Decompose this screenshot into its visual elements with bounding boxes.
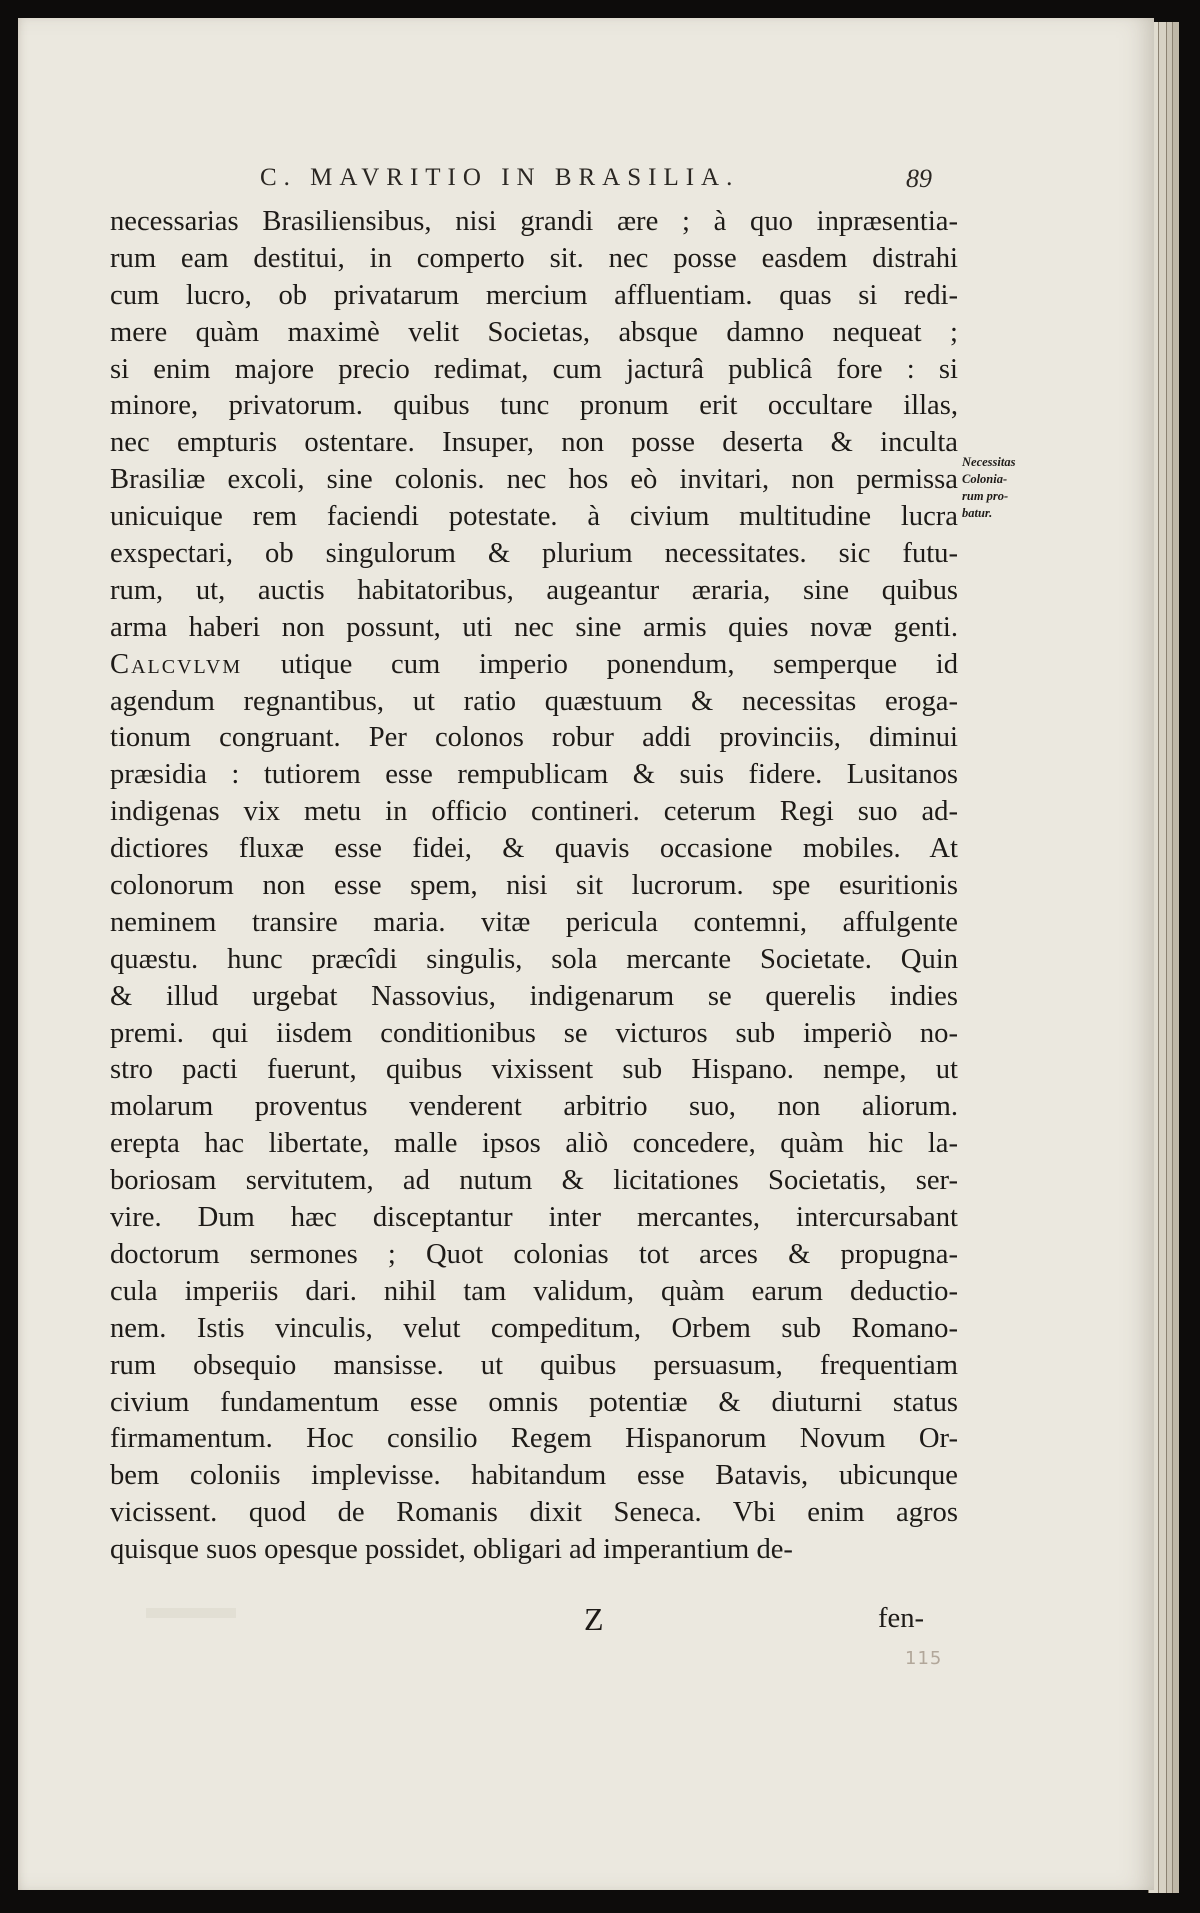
text-line: tionum congruant. Per colonos robur addi provinciis, diminui	[110, 722, 958, 754]
text-line: præsidia : tutiorem esse rempublicam & suis fidere. Lusitanos	[110, 759, 958, 791]
signature-mark: Z	[584, 1601, 604, 1637]
text-line: cum lucro, ob privatarum mercium affluentiam. quas si redi-	[110, 279, 958, 311]
body-text	[110, 204, 958, 1639]
marginal-note-line: batur.	[962, 506, 993, 520]
text-line: quisque suos opesque possidet, obligari ad imperantium de-	[110, 1534, 793, 1566]
text-line: neminem transire maria. vitæ pericula contemni, affulgente	[110, 906, 958, 938]
text-line: indigenas vix metu in officio contineri. ceterum Regi suo ad-	[110, 796, 958, 828]
running-head-title: C. MAVRITIO IN BRASILIA.	[260, 164, 740, 191]
text-line: bem coloniis implevisse. habitandum esse Batavis, ubicunque	[110, 1460, 958, 1492]
marginal-note	[962, 454, 1030, 522]
text-line: boriosam servitutem, ad nutum & licitationes Societatis, ser-	[110, 1165, 958, 1197]
text-line: & illud urgebat Nassovius, indigenarum se querelis indies	[110, 980, 958, 1012]
marginal-note-line: Necessitas	[962, 455, 1016, 469]
text-line: minore, privatorum. quibus tunc pronum erit occultare illas,	[110, 390, 958, 422]
text-line: mere quàm maximè velit Societas, absque damno nequeat ;	[110, 316, 958, 348]
text-line: stro pacti fuerunt, quibus vixissent sub Hispano. nempe, ut	[110, 1054, 958, 1086]
text-line: premi. qui iisdem conditionibus se victuros sub imperiò no-	[110, 1017, 958, 1049]
text-line: arma haberi non possunt, uti nec sine armis quies novæ genti.	[110, 611, 958, 643]
text-line: vire. Dum hæc disceptantur inter mercantes, intercursabant	[110, 1202, 958, 1234]
marginal-note-line: rum pro-	[962, 489, 1009, 503]
text-line: molarum proventus venderent arbitrio suo, non aliorum.	[110, 1091, 958, 1123]
text-line: nec empturis ostentare. Insuper, non posse deserta & inculta	[110, 427, 958, 459]
text-line: nem. Istis vinculis, velut compeditum, Orbem sub Romano-	[110, 1312, 958, 1344]
text-line: rum eam destitui, in comperto sit. nec posse easdem distrahi	[110, 242, 958, 274]
text-line: exspectari, ob singulorum & plurium necessitates. sic futu-	[110, 538, 958, 570]
text-line: necessarias Brasiliensibus, nisi grandi ære ; à quo inpræsentia-	[110, 206, 958, 237]
text-line: quæstu. hunc præcîdi singulis, sola mercante Societate. Quin	[110, 943, 958, 975]
text-line: vicissent. quod de Romanis dixit Seneca. Vbi enim agros	[110, 1497, 958, 1529]
text-line: dictiores fluxæ esse fidei, & quavis occasione mobiles. At	[110, 833, 958, 865]
text-line: rum obsequio mansisse. ut quibus persuasum, frequentiam	[110, 1349, 958, 1381]
text-line: agendum regnantibus, ut ratio quæstuum & necessitas eroga-	[110, 685, 958, 717]
small-caps-lead: Calcvlvm	[110, 648, 243, 680]
text-line: civium fundamentum esse omnis potentiæ & diuturni status	[110, 1386, 958, 1418]
text-line: unicuique rem faciendi potestate. à civium multitudine lucra	[110, 501, 958, 533]
pencil-folio-number: 115	[905, 1648, 943, 1669]
page-number: 89	[906, 164, 932, 193]
running-head	[250, 158, 940, 198]
text-line-rest: utique cum imperio ponendum, semperque id	[280, 648, 958, 680]
marginal-note-line: Colonia-	[962, 472, 1008, 486]
text-line: si enim majore precio redimat, cum jacturâ publicâ fore : si	[110, 353, 958, 385]
faint-mark	[146, 1608, 236, 1618]
text-line: colonorum non esse spem, nisi sit lucrorum. spe esuritionis	[110, 870, 958, 902]
page-edge	[1172, 22, 1179, 1893]
book-page	[18, 18, 1154, 1890]
text-line: cula imperiis dari. nihil tam validum, quàm earum deductio-	[110, 1275, 958, 1307]
text-line: firmamentum. Hoc consilio Regem Hispanorum Novum Or-	[110, 1423, 958, 1455]
text-line: erepta hac libertate, malle ipsos aliò concedere, quàm hic la-	[110, 1128, 958, 1160]
text-line: Brasiliæ excoli, sine colonis. nec hos eò invitari, non permissa	[110, 464, 958, 496]
text-line: rum, ut, auctis habitatoribus, augeantur æraria, sine quibus	[110, 574, 958, 606]
text-line: doctorum sermones ; Quot colonias tot arces & propugna-	[110, 1238, 958, 1270]
catchword: fen-	[878, 1603, 925, 1634]
text-line	[110, 647, 958, 684]
